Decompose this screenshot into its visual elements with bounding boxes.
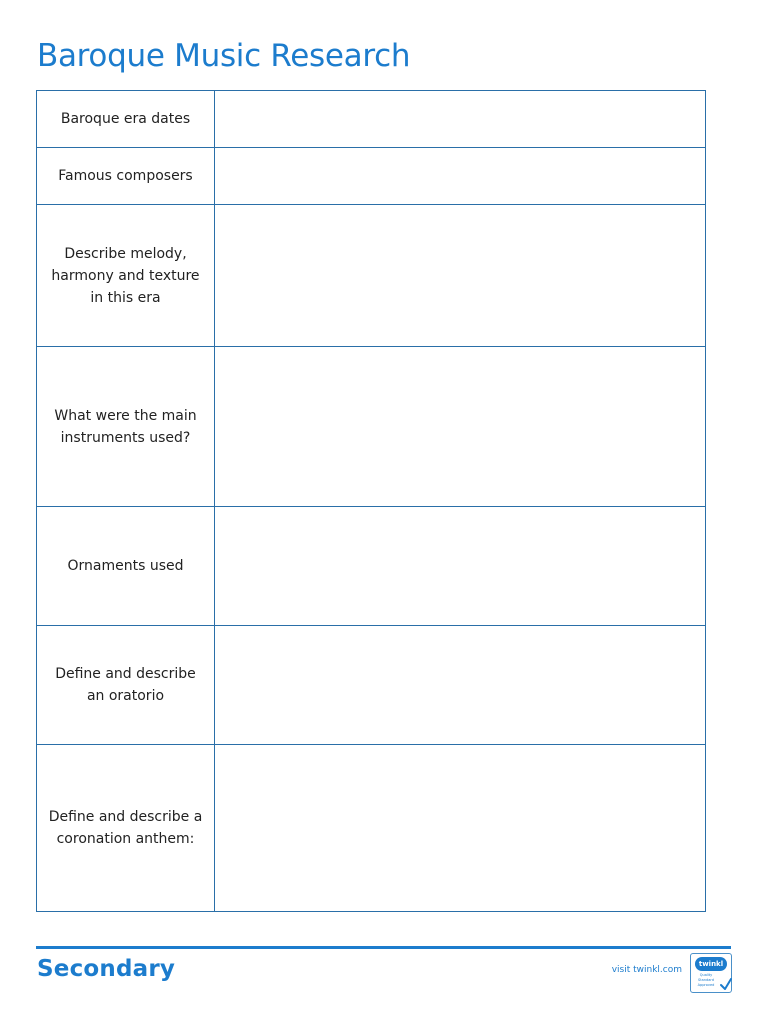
quality-badge-icon <box>690 953 732 993</box>
answer-cell[interactable] <box>215 148 706 205</box>
question-cell: Baroque era dates <box>37 91 215 148</box>
footer-site-link[interactable]: visit twinkl.com <box>611 965 682 975</box>
question-cell: Ornaments used <box>37 507 215 626</box>
answer-cell[interactable] <box>215 507 706 626</box>
research-table <box>36 90 706 912</box>
twinkl-logo-icon: twinkl <box>695 957 727 971</box>
table-row <box>37 347 706 507</box>
table-row <box>37 91 706 148</box>
table-row <box>37 745 706 912</box>
page-title: Baroque Music Research <box>37 38 411 74</box>
question-cell: Describe melody, harmony and texture in this era <box>37 205 215 347</box>
answer-cell[interactable] <box>215 91 706 148</box>
question-cell: Define and describe a coronation anthem: <box>37 745 215 912</box>
table-row <box>37 626 706 745</box>
check-mark-icon <box>720 977 732 991</box>
answer-cell[interactable] <box>215 205 706 347</box>
table-row <box>37 205 706 347</box>
question-cell: What were the main instruments used? <box>37 347 215 507</box>
table-row <box>37 148 706 205</box>
badge-caption: Quality Standard Approved <box>697 973 715 987</box>
answer-cell[interactable] <box>215 745 706 912</box>
answer-cell[interactable] <box>215 347 706 507</box>
question-cell: Define and describe an oratorio <box>37 626 215 745</box>
answer-cell[interactable] <box>215 626 706 745</box>
footer-level-label: Secondary <box>37 956 176 982</box>
footer-divider <box>36 946 731 949</box>
table-row <box>37 507 706 626</box>
question-cell: Famous composers <box>37 148 215 205</box>
